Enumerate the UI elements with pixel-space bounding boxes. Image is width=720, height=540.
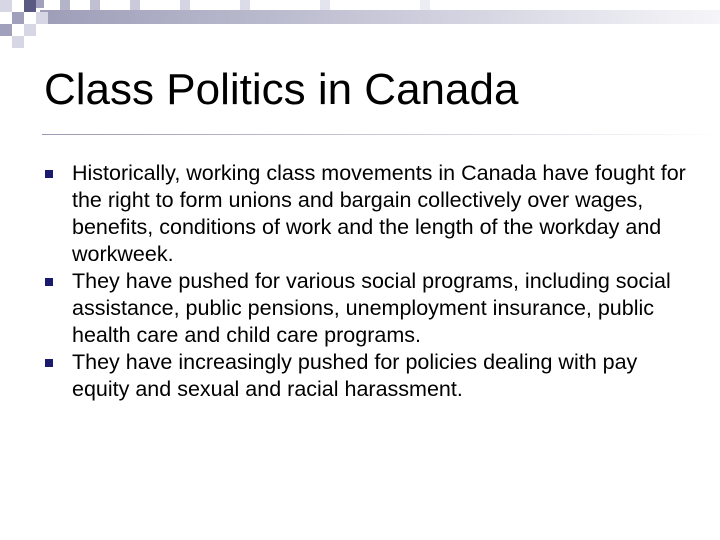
slide-title: Class Politics in Canada [44, 65, 519, 114]
square-bullet-icon [45, 278, 53, 286]
bullet-item [44, 268, 694, 349]
bullet-text: Historically, working class movements in Canada have fought for the right to form unions and bargain collectively over wages, benefits, conditions of work and the length of the workday and workweek. [72, 161, 686, 266]
bullet-text: They have pushed for various social programs, including social assistance, public pensions, unemployment insurance, public health care and child care programs. [72, 269, 671, 347]
bullet-item [44, 349, 694, 403]
square-bullet-icon [45, 359, 53, 367]
bullet-list [44, 160, 694, 403]
bullet-item [44, 160, 694, 268]
bullet-text: They have increasingly pushed for policies dealing with pay equity and sexual and racial harassment. [72, 350, 638, 401]
checkered-header-decoration [0, 0, 720, 48]
square-bullet-icon [45, 170, 53, 178]
title-divider [42, 134, 720, 135]
